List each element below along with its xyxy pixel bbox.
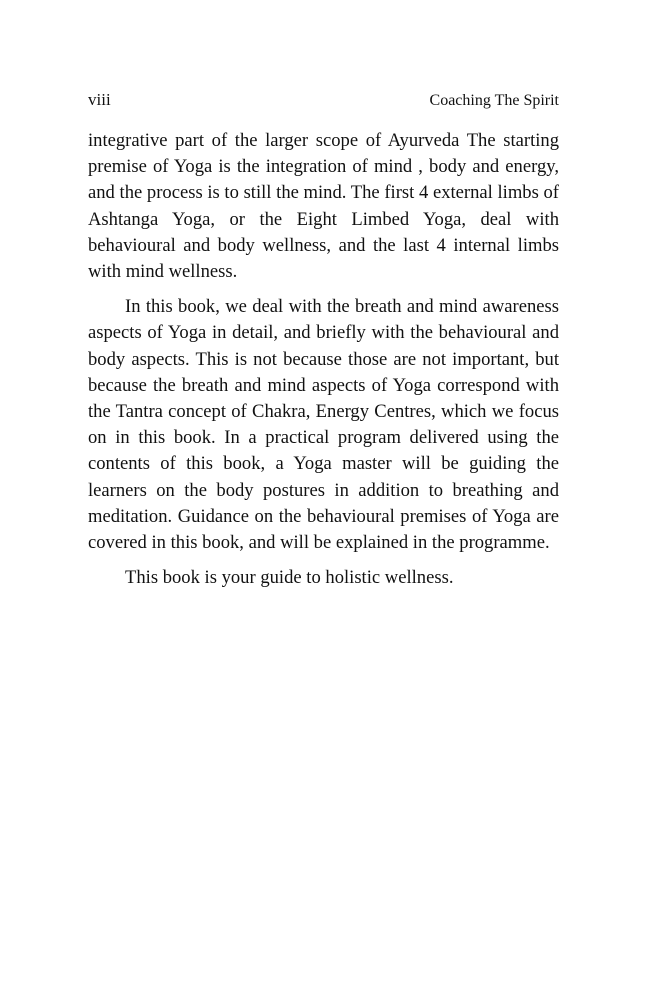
running-title: Coaching The Spirit [429, 92, 559, 109]
paragraph: In this book, we deal with the breath and mind awareness aspects of Yoga in detail, and briefly with the behavioural and body aspects. This is not because those are not important, but because the breath and mind aspects of Yoga correspond with the Tantra concept of Chakra, Energy Centres, which we focus on in this book. In a practical program delivered using the contents of this book, a Yoga master will be guiding the learners on the body postures in addition to breathing and meditation. Guidance on the behavioural premises of Yoga are covered in this book, and will be explained in the programme. [88, 296, 559, 554]
paragraph: This book is your guide to holistic wellness. [125, 567, 454, 589]
paragraph-continued: integrative part of the larger scope of Ayurveda The starting premise of Yoga is the integration of mind , body and energy, and the process is to still the mind. The first 4 external limbs of Ashtanga Yoga, or the Eight Limbed Yoga, deal with behavioural and body wellness, and the last 4 internal limbs with mind wellness. [88, 130, 559, 283]
page-number: viii [88, 90, 111, 109]
body-text [88, 128, 559, 600]
running-head [88, 90, 559, 112]
